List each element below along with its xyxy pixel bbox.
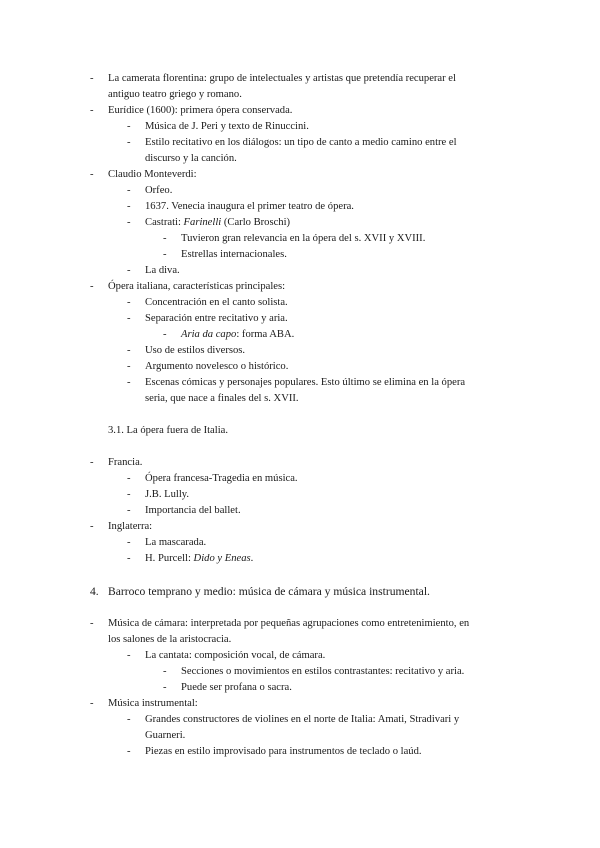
bullet-dash: -	[163, 233, 167, 244]
sub-item-text: La diva.	[145, 265, 180, 276]
bullet-dash: -	[90, 105, 94, 116]
bullet-dash: -	[127, 377, 131, 388]
bullet-dash: -	[163, 666, 167, 677]
sub-item-continuation: seria, que nace a finales del s. XVII.	[145, 393, 299, 404]
list-item-text: La camerata florentina: grupo de intelectuales y artistas que pretendía recuperar el	[108, 73, 456, 84]
bullet-dash: -	[127, 650, 131, 661]
sub-item-text: Importancia del ballet.	[145, 505, 241, 516]
sub-item-text: Estilo recitativo en los diálogos: un tipo de canto a medio camino entre el	[145, 137, 457, 148]
bullet-dash: -	[127, 537, 131, 548]
bullet-dash: -	[127, 473, 131, 484]
bullet-dash: -	[127, 217, 131, 228]
sub-item-text: Escenas cómicas y personajes populares. Esto último se elimina en la ópera	[145, 377, 466, 388]
sub-item-continuation: discurso y la canción.	[145, 153, 237, 164]
sub-item-text: Música de J. Peri y texto de Rinuccini.	[145, 121, 309, 132]
purcell-label: H. Purcell:	[145, 553, 194, 564]
sub-item-text: La mascarada.	[145, 537, 207, 548]
bullet-dash: -	[90, 169, 94, 180]
sub-item-text: Separación entre recitativo y aria.	[145, 313, 288, 324]
bullet-dash: -	[127, 714, 131, 725]
heading-text: Barroco temprano y medio: música de cámara y música instrumental.	[108, 585, 430, 598]
bullet-dash: -	[127, 265, 131, 276]
bullet-dash: -	[127, 505, 131, 516]
castrati-realname: (Carlo Broschi)	[221, 217, 291, 228]
bullet-dash: -	[127, 313, 131, 324]
sub-item-text: Concentración en el canto solista.	[145, 297, 288, 308]
heading-number: 4.	[90, 585, 99, 598]
dido-y-eneas-title: Dido y Eneas	[193, 553, 251, 564]
farinelli-name: Farinelli	[183, 217, 222, 228]
list-item-text: Francia.	[108, 457, 143, 468]
castrati-label: Castrati:	[145, 217, 184, 228]
bullet-dash: -	[163, 329, 167, 340]
list-item-continuation: los salones de la aristocracia.	[108, 634, 232, 645]
bullet-dash: -	[127, 137, 131, 148]
sub-item-text: Piezas en estilo improvisado para instrumentos de teclado o laúd.	[145, 746, 422, 757]
purcell-period: .	[250, 553, 254, 564]
bullet-dash: -	[127, 746, 131, 757]
bullet-dash: -	[163, 682, 167, 693]
subsub-item-text	[181, 327, 294, 343]
bullet-dash: -	[90, 618, 94, 629]
bullet-dash: -	[127, 489, 131, 500]
sub-item-text	[145, 215, 290, 231]
list-item-text: Eurídice (1600): primera ópera conservada.	[108, 105, 293, 116]
bullet-dash: -	[127, 361, 131, 372]
sub-item-text: Orfeo.	[145, 185, 173, 196]
bullet-dash: -	[90, 698, 94, 709]
bullet-dash: -	[90, 457, 94, 468]
bullet-dash: -	[90, 521, 94, 532]
list-item-text: Claudio Monteverdi:	[108, 169, 197, 180]
sub-item-text: 1637. Venecia inaugura el primer teatro de ópera.	[145, 201, 354, 212]
subheading-3-1: 3.1. La ópera fuera de Italia.	[108, 425, 228, 436]
sub-item-text: Ópera francesa-Tragedia en música.	[145, 473, 298, 484]
list-item-text: Música instrumental:	[108, 698, 198, 709]
bullet-dash: -	[127, 185, 131, 196]
sub-item-text	[145, 551, 253, 567]
bullet-dash: -	[127, 345, 131, 356]
list-item-text: Inglaterra:	[108, 521, 153, 532]
sub-item-text: Grandes constructores de violines en el norte de Italia: Amati, Stradivari y	[145, 714, 460, 725]
sub-item-text: La cantata: composición vocal, de cámara.	[145, 650, 326, 661]
subsub-item-text: Puede ser profana o sacra.	[181, 682, 292, 693]
bullet-dash: -	[127, 121, 131, 132]
subsub-item-text: Estrellas internacionales.	[181, 249, 287, 260]
sub-item-text: J.B. Lully.	[145, 489, 190, 500]
bullet-dash: -	[127, 297, 131, 308]
list-item-continuation: antiguo teatro griego y romano.	[108, 89, 242, 100]
subsub-item-text: Tuvieron gran relevancia en la ópera del s. XVII y XVIII.	[181, 233, 426, 244]
subsub-item-text: Secciones o movimientos en estilos contrastantes: recitativo y aria.	[181, 666, 465, 677]
list-item-text: Ópera italiana, características principales:	[108, 281, 286, 292]
aria-da-capo-desc: : forma ABA.	[236, 329, 295, 340]
aria-da-capo-term: Aria da capo	[181, 329, 237, 340]
sub-item-continuation: Guarneri.	[145, 730, 186, 741]
bullet-dash: -	[127, 201, 131, 212]
bullet-dash: -	[163, 249, 167, 260]
sub-item-text: Argumento novelesco o histórico.	[145, 361, 289, 372]
bullet-dash: -	[127, 553, 131, 564]
bullet-dash: -	[90, 73, 94, 84]
list-item-text: Música de cámara: interpretada por pequeñas agrupaciones como entretenimiento, en	[108, 618, 470, 629]
sub-item-text: Uso de estilos diversos.	[145, 345, 246, 356]
bullet-dash: -	[90, 281, 94, 292]
